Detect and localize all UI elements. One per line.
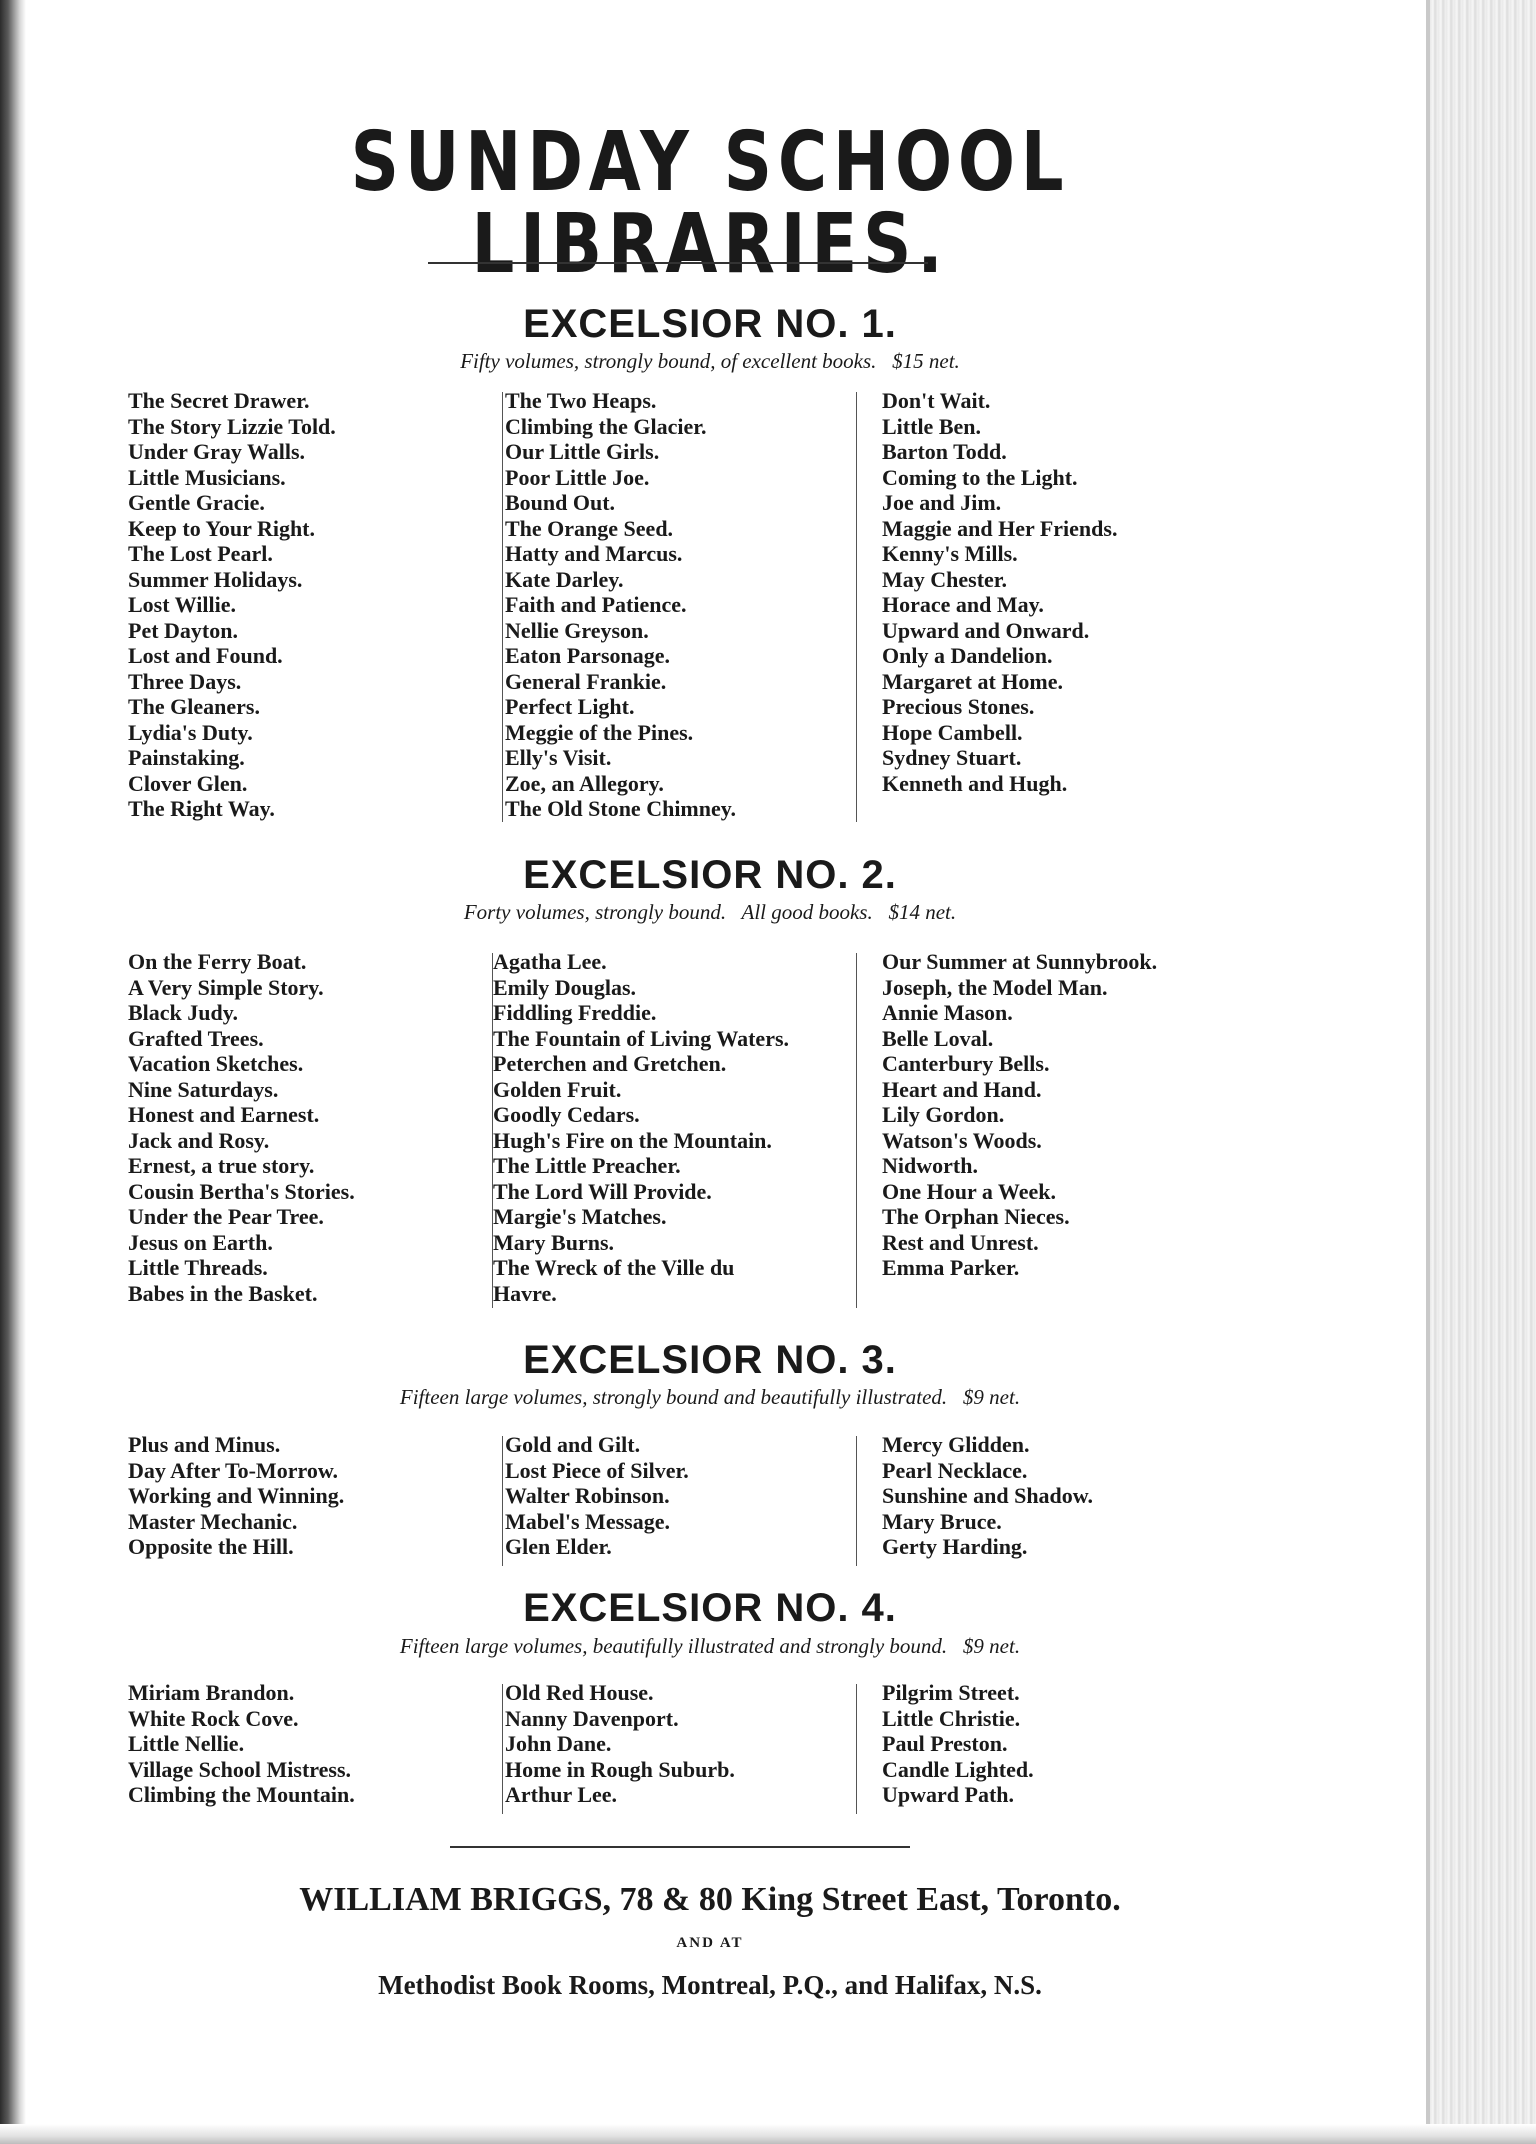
column-divider: [856, 1436, 857, 1566]
book-list-excelsior-3-col-2: [505, 1432, 689, 1560]
book-title: Working and Winning.: [128, 1483, 345, 1508]
book-title: Gold and Gilt.: [505, 1432, 641, 1457]
book-title: Hatty and Marcus.: [505, 541, 683, 566]
book-title: Miriam Brandon.: [128, 1680, 295, 1705]
book-title: Walter Robinson.: [505, 1483, 670, 1508]
book-title: Gerty Harding.: [882, 1534, 1028, 1559]
book-title: Mabel's Message.: [505, 1508, 670, 1534]
book-title: Hugh's Fire on the Mountain.: [493, 1127, 772, 1153]
branch-offices: Methodist Book Rooms, Montreal, P.Q., and Halifax, N.S.: [378, 1970, 1042, 2000]
book-title: Gentle Gracie.: [128, 490, 265, 515]
book-title: Barton Todd.: [882, 439, 1007, 464]
book-title: Jack and Rosy.: [128, 1127, 270, 1153]
book-title: Upward and Onward.: [882, 617, 1090, 643]
book-title: Canterbury Bells.: [882, 1051, 1050, 1076]
section-subtitle-excelsior-4: Fifteen large volumes, beautifully illustrated and strongly bound. $9 net.: [399, 1634, 1021, 1658]
book-title: Peterchen and Gretchen.: [493, 1051, 727, 1076]
book-title: Mary Bruce.: [882, 1508, 1002, 1534]
title-rule: [428, 262, 928, 264]
book-title: The Wreck of the Ville du: [493, 1255, 735, 1280]
column-divider: [856, 392, 857, 822]
book-title: Watson's Woods.: [882, 1127, 1042, 1153]
book-title: Rest and Unrest.: [882, 1229, 1039, 1255]
book-title: Horace and May.: [882, 592, 1044, 617]
book-title: Joseph, the Model Man.: [882, 974, 1108, 1000]
book-title: Pet Dayton.: [128, 617, 238, 643]
book-title: Lily Gordon.: [882, 1102, 1005, 1127]
book-title: Master Mechanic.: [128, 1508, 298, 1534]
publisher-address: WILLIAM BRIGGS, 78 & 80 King Street East, Toronto.: [299, 1881, 1121, 1918]
footer-rule: [450, 1846, 910, 1848]
book-title: Kenny's Mills.: [882, 541, 1018, 566]
book-title: Opposite the Hill.: [128, 1534, 294, 1559]
book-title: Emily Douglas.: [493, 974, 637, 1000]
book-title: Eaton Parsonage.: [505, 643, 670, 668]
book-title: Keep to Your Right.: [128, 515, 315, 541]
book-list-excelsior-3-col-1: [128, 1432, 344, 1560]
book-title: Under Gray Walls.: [128, 439, 306, 464]
book-title: The Lord Will Provide.: [493, 1178, 712, 1204]
book-title: Annie Mason.: [882, 1000, 1013, 1025]
book-title: Kate Darley.: [505, 566, 624, 592]
book-title: May Chester.: [882, 566, 1008, 592]
book-title: Little Ben.: [882, 413, 981, 439]
book-title: Nidworth.: [882, 1153, 978, 1178]
book-title: Lydia's Duty.: [128, 719, 253, 745]
book-title: Grafted Trees.: [128, 1025, 264, 1051]
book-title: Climbing the Mountain.: [128, 1782, 355, 1807]
book-title: Don't Wait.: [882, 388, 991, 413]
book-title: Nellie Greyson.: [505, 617, 649, 643]
book-list-excelsior-2-col-2: [493, 949, 789, 1306]
book-title: Paul Preston.: [882, 1731, 1008, 1756]
book-title: Black Judy.: [128, 1000, 239, 1025]
column-divider: [856, 1684, 857, 1814]
book-title: Faith and Patience.: [505, 592, 687, 617]
book-title: Little Christie.: [882, 1705, 1021, 1731]
book-title: Day After To-Morrow.: [128, 1457, 338, 1483]
book-title: The Lost Pearl.: [128, 541, 273, 566]
book-title: Margie's Matches.: [493, 1204, 667, 1229]
section-heading-excelsior-3: EXCELSIOR NO. 3.: [523, 1338, 897, 1382]
book-title: On the Ferry Boat.: [128, 949, 307, 974]
book-title: Poor Little Joe.: [505, 464, 650, 490]
book-title: Agatha Lee.: [493, 949, 607, 974]
book-list-excelsior-1-col-3: [882, 388, 1117, 796]
book-title: Sydney Stuart.: [882, 745, 1022, 770]
book-title: Sunshine and Shadow.: [882, 1483, 1093, 1508]
book-title: Margaret at Home.: [882, 668, 1064, 694]
book-title: Old Red House.: [505, 1680, 654, 1705]
book-title: Kenneth and Hugh.: [882, 770, 1068, 796]
book-title: Havre.: [493, 1280, 557, 1306]
book-list-excelsior-3-col-3: [882, 1432, 1093, 1560]
book-list-excelsior-1-col-1: [128, 388, 336, 822]
book-title: The Old Stone Chimney.: [505, 796, 737, 821]
book-list-excelsior-4-col-2: [505, 1680, 735, 1808]
book-title: The Orange Seed.: [505, 515, 674, 541]
book-title: Heart and Hand.: [882, 1076, 1042, 1102]
book-title: Coming to the Light.: [882, 464, 1078, 490]
book-title: Only a Dandelion.: [882, 643, 1053, 668]
section-subtitle-excelsior-2: Forty volumes, strongly bound. All good books. $14 net.: [463, 900, 957, 924]
book-title: The Gleaners.: [128, 694, 260, 719]
book-title: One Hour a Week.: [882, 1178, 1056, 1204]
book-title: Elly's Visit.: [505, 745, 612, 770]
book-title: The Story Lizzie Told.: [128, 413, 336, 439]
column-divider: [502, 1684, 503, 1814]
book-title: Three Days.: [128, 668, 242, 694]
book-title: The Two Heaps.: [505, 388, 657, 413]
book-title: Hope Cambell.: [882, 719, 1023, 745]
book-title: Perfect Light.: [505, 694, 635, 719]
book-title: The Fountain of Living Waters.: [493, 1025, 790, 1051]
section-subtitle-excelsior-1: Fifty volumes, strongly bound, of excellent books. $15 net.: [460, 349, 960, 373]
book-title: John Dane.: [505, 1731, 612, 1756]
book-title: Meggie of the Pines.: [505, 719, 694, 745]
book-title: Lost Willie.: [128, 592, 236, 617]
and-at-text: AND AT: [676, 1935, 744, 1951]
book-title: White Rock Cove.: [128, 1705, 299, 1731]
book-title: Candle Lighted.: [882, 1756, 1034, 1782]
book-title: Under the Pear Tree.: [128, 1204, 324, 1229]
book-title: Emma Parker.: [882, 1255, 1020, 1280]
page-left-edge: [0, 0, 26, 2144]
section-subtitle-excelsior-3: Fifteen large volumes, strongly bound and beautifully illustrated. $9 net.: [399, 1385, 1021, 1409]
book-title: Cousin Bertha's Stories.: [128, 1178, 355, 1204]
book-title: Zoe, an Allegory.: [505, 770, 664, 796]
book-title: Golden Fruit.: [493, 1076, 622, 1102]
book-title: Jesus on Earth.: [128, 1229, 273, 1255]
book-title: Our Little Girls.: [505, 439, 660, 464]
book-title: Belle Loval.: [882, 1025, 994, 1051]
book-title: Bound Out.: [505, 490, 616, 515]
book-title: Babes in the Basket.: [128, 1280, 318, 1306]
section-heading-excelsior-2: EXCELSIOR NO. 2.: [523, 853, 897, 897]
book-title: The Orphan Nieces.: [882, 1204, 1070, 1229]
book-title: Lost Piece of Silver.: [505, 1457, 689, 1483]
book-title: A Very Simple Story.: [128, 974, 324, 1000]
book-list-excelsior-2-col-1: [128, 949, 355, 1306]
page-right-edge: [1426, 0, 1536, 2144]
book-title: Nanny Davenport.: [505, 1705, 679, 1731]
book-title: Lost and Found.: [128, 643, 283, 668]
book-title: Climbing the Glacier.: [505, 413, 707, 439]
book-title: Little Nellie.: [128, 1731, 245, 1756]
book-title: Joe and Jim.: [882, 490, 1002, 515]
book-title: Goodly Cedars.: [493, 1102, 640, 1127]
book-title: Village School Mistress.: [128, 1756, 352, 1782]
section-heading-excelsior-4: EXCELSIOR NO. 4.: [523, 1586, 897, 1630]
book-list-excelsior-4-col-3: [882, 1680, 1034, 1808]
book-title: Painstaking.: [128, 745, 245, 770]
book-list-excelsior-2-col-3: [882, 949, 1157, 1281]
column-divider: [856, 953, 857, 1308]
column-divider: [502, 1436, 503, 1566]
book-title: Arthur Lee.: [505, 1782, 618, 1807]
book-title: Glen Elder.: [505, 1534, 612, 1559]
book-list-excelsior-1-col-2: [505, 388, 736, 822]
book-title: Clover Glen.: [128, 770, 248, 796]
book-title: Honest and Earnest.: [128, 1102, 320, 1127]
book-title: The Right Way.: [128, 796, 275, 821]
book-title: The Secret Drawer.: [128, 388, 310, 413]
book-title: General Frankie.: [505, 668, 667, 694]
catalog-page: [40, 0, 1426, 2144]
book-list-excelsior-4-col-1: [128, 1680, 355, 1808]
book-title: Mary Burns.: [493, 1229, 614, 1255]
book-title: Nine Saturdays.: [128, 1076, 279, 1102]
book-title: Home in Rough Suburb.: [505, 1756, 735, 1782]
book-title: The Little Preacher.: [493, 1153, 681, 1178]
book-title: Little Musicians.: [128, 464, 286, 490]
book-title: Little Threads.: [128, 1255, 268, 1280]
book-title: Ernest, a true story.: [128, 1153, 315, 1178]
book-title: Pilgrim Street.: [882, 1680, 1020, 1705]
page-title: SUNDAY SCHOOL LIBRARIES.: [350, 115, 1070, 292]
section-heading-excelsior-1: EXCELSIOR NO. 1.: [523, 302, 897, 346]
book-title: Summer Holidays.: [128, 566, 303, 592]
book-title: Plus and Minus.: [128, 1432, 281, 1457]
book-title: Our Summer at Sunnybrook.: [882, 949, 1158, 974]
column-divider: [502, 392, 503, 822]
book-title: Vacation Sketches.: [128, 1051, 304, 1076]
book-title: Pearl Necklace.: [882, 1457, 1028, 1483]
book-title: Fiddling Freddie.: [493, 1000, 657, 1025]
book-title: Precious Stones.: [882, 694, 1035, 719]
book-title: Upward Path.: [882, 1782, 1015, 1807]
book-title: Mercy Glidden.: [882, 1432, 1030, 1457]
book-title: Maggie and Her Friends.: [882, 515, 1118, 541]
